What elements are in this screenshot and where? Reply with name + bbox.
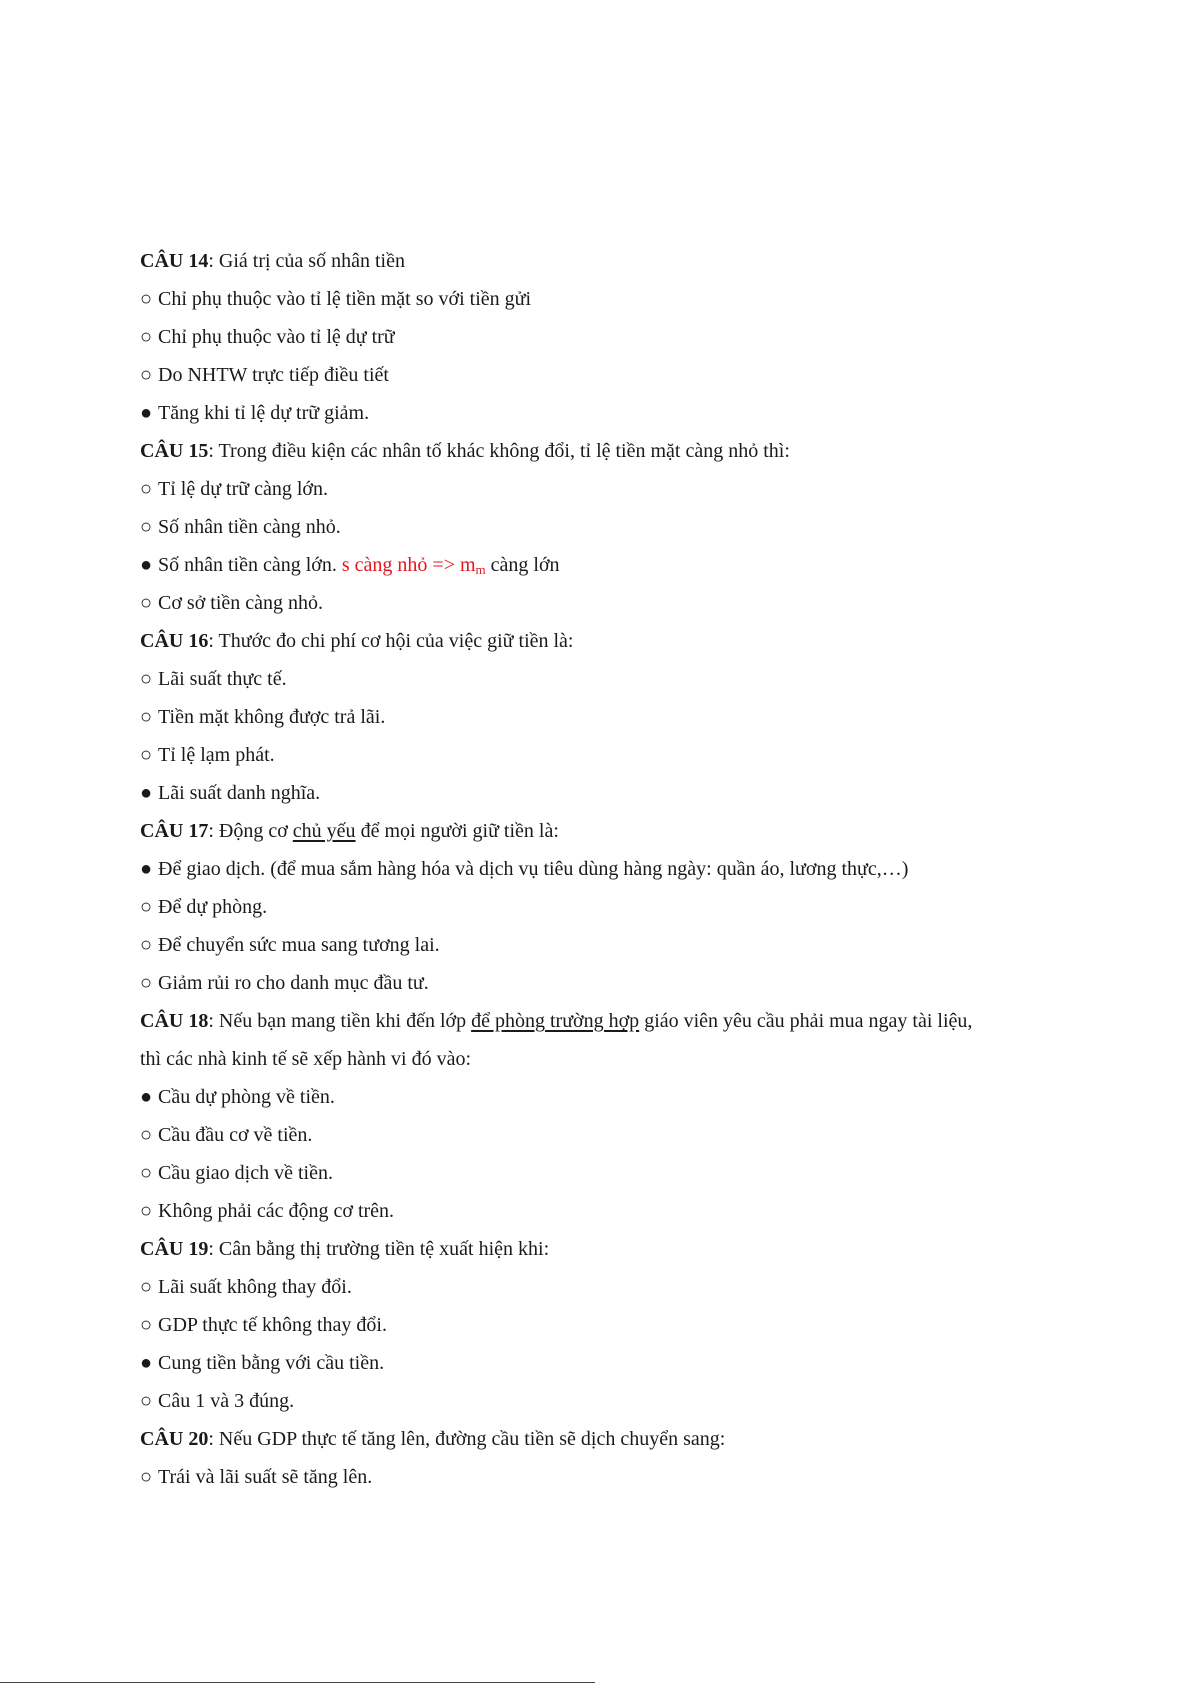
option-text: Trái và lãi suất sẽ tăng lên. [158,1466,373,1488]
question-text: : Cân bằng thị trường tiền tệ xuất hiện khi: [208,1238,550,1260]
underlined-text: chủ yếu [292,820,356,842]
option [140,1382,1060,1420]
option-text: Để chuyển sức mua sang tương lai. [158,934,440,956]
radio-empty-icon: ○ [140,1314,153,1336]
radio-empty-icon: ○ [140,972,153,994]
option [140,280,1060,318]
option-correct [140,774,1060,812]
note-text: s càng nhỏ => m [341,554,476,576]
option-text: Lãi suất không thay đổi. [158,1276,352,1298]
option-text: Số nhân tiền càng lớn. [158,554,337,576]
option [140,470,1060,508]
question-18-continued [140,1040,1060,1078]
option [140,1268,1060,1306]
option [140,318,1060,356]
question-text: : Trong điều kiện các nhân tố khác không đổi, tỉ lệ tiền mặt càng nhỏ thì: [208,440,790,462]
radio-filled-icon: ● [140,1086,153,1108]
option-text: Chỉ phụ thuộc vào tỉ lệ tiền mặt so với tiền gửi [158,288,532,310]
radio-empty-icon: ○ [140,1200,153,1222]
option [140,736,1060,774]
option [140,584,1060,622]
option-text: Cầu dự phòng về tiền. [158,1086,335,1108]
question-16 [140,622,1060,660]
radio-empty-icon: ○ [140,516,153,538]
radio-empty-icon: ○ [140,744,153,766]
option [140,508,1060,546]
option-text: Lãi suất danh nghĩa. [158,782,321,804]
option-text: Cung tiền bằng với cầu tiền. [158,1352,385,1374]
question-15 [140,432,1060,470]
option [140,660,1060,698]
radio-empty-icon: ○ [140,668,153,690]
radio-filled-icon: ● [140,782,153,804]
question-label: CÂU 15 [140,440,209,462]
radio-empty-icon: ○ [140,478,153,500]
question-label: CÂU 19 [140,1238,209,1260]
document-body [140,242,1060,1496]
question-label: CÂU 17 [140,820,209,842]
note-tail: càng lớn [485,554,560,576]
option-text: Để dự phòng. [158,896,268,918]
option [140,1458,1060,1496]
radio-empty-icon: ○ [140,1276,153,1298]
footer-divider [0,1682,595,1683]
option-text: Tăng khi tỉ lệ dự trữ giảm. [158,402,370,424]
option-correct [140,394,1060,432]
option-text: Tỉ lệ lạm phát. [158,744,275,766]
option-text: Cầu giao dịch về tiền. [158,1162,333,1184]
radio-empty-icon: ○ [140,288,153,310]
option-correct [140,1078,1060,1116]
question-text: : Giá trị của số nhân tiền [208,250,405,272]
radio-empty-icon: ○ [140,364,153,386]
radio-empty-icon: ○ [140,592,153,614]
question-text: giáo viên yêu cầu phải mua ngay tài liệu, [639,1010,973,1032]
radio-empty-icon: ○ [140,896,153,918]
option [140,926,1060,964]
option-text: Chỉ phụ thuộc vào tỉ lệ dự trữ [158,326,395,348]
option-text: Cơ sở tiền càng nhỏ. [158,592,324,614]
question-20 [140,1420,1060,1458]
option [140,1154,1060,1192]
radio-empty-icon: ○ [140,326,153,348]
question-text: : Động cơ [208,820,293,842]
radio-empty-icon: ○ [140,706,153,728]
option [140,964,1060,1002]
radio-empty-icon: ○ [140,1162,153,1184]
option [140,1306,1060,1344]
option-text: Câu 1 và 3 đúng. [158,1390,295,1412]
radio-filled-icon: ● [140,858,153,880]
option-text: Lãi suất thực tế. [158,668,287,690]
option-correct [140,850,1060,888]
option-text: Giảm rủi ro cho danh mục đầu tư. [158,972,429,994]
question-18 [140,1002,1060,1040]
option [140,1116,1060,1154]
radio-empty-icon: ○ [140,934,153,956]
option-text: GDP thực tế không thay đổi. [158,1314,387,1336]
option-text: Số nhân tiền càng nhỏ. [158,516,341,538]
option-text: Do NHTW trực tiếp điều tiết [158,364,389,386]
underlined-text: để phòng trường hợp [471,1010,640,1032]
question-text: : Nếu GDP thực tế tăng lên, đường cầu tiền sẽ dịch chuyển sang: [208,1428,726,1450]
radio-filled-icon: ● [140,402,153,424]
radio-filled-icon: ● [140,1352,153,1374]
option-text: Không phải các động cơ trên. [158,1200,395,1222]
question-label: CÂU 18 [140,1010,209,1032]
option-text: Cầu đầu cơ về tiền. [158,1124,313,1146]
question-text: : Nếu bạn mang tiền khi đến lớp [208,1010,472,1032]
question-label: CÂU 14 [140,250,209,272]
option-correct [140,1344,1060,1382]
question-text: để mọi người giữ tiền là: [355,820,559,842]
radio-empty-icon: ○ [140,1466,153,1488]
radio-filled-icon: ● [140,554,153,576]
radio-empty-icon: ○ [140,1124,153,1146]
option [140,698,1060,736]
note-subscript: m [475,562,486,577]
option-text: Tiền mặt không được trả lãi. [158,706,386,728]
question-17 [140,812,1060,850]
option-text: Tỉ lệ dự trữ càng lớn. [158,478,328,500]
option [140,888,1060,926]
question-label: CÂU 20 [140,1428,209,1450]
option-text: Để giao dịch. (để mua sắm hàng hóa và dịch vụ tiêu dùng hàng ngày: quần áo, lương thực,…) [158,858,909,880]
answer-note [342,554,486,576]
option [140,1192,1060,1230]
question-14 [140,242,1060,280]
question-19 [140,1230,1060,1268]
option [140,356,1060,394]
question-text: thì các nhà kinh tế sẽ xếp hành vi đó vào: [140,1048,472,1070]
radio-empty-icon: ○ [140,1390,153,1412]
question-text: : Thước đo chi phí cơ hội của việc giữ tiền là: [208,630,574,652]
question-label: CÂU 16 [140,630,209,652]
option-correct [140,546,1060,584]
